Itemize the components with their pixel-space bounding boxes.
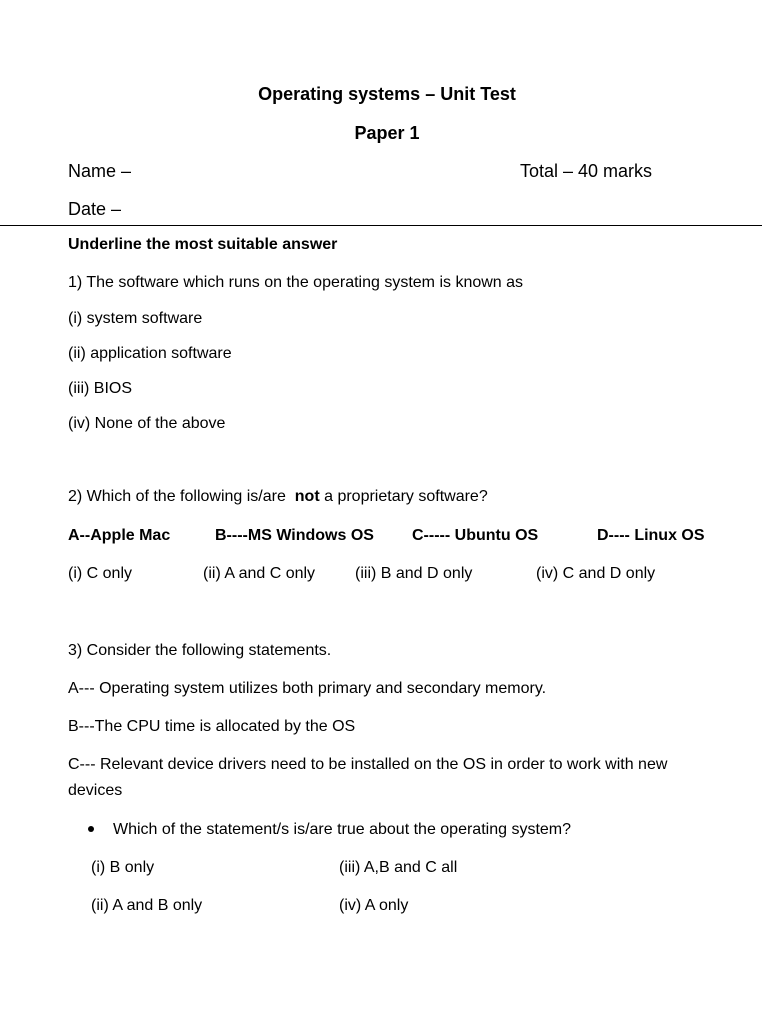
q2-item-a: A--Apple Mac	[68, 527, 171, 544]
q3-statement-b: B---The CPU time is allocated by the OS	[68, 718, 356, 735]
q3-sub-question: Which of the statement/s is/are true about the operating system?	[113, 821, 572, 838]
question-3: 3) Consider the following statements.	[68, 642, 332, 659]
date-label: Date –	[68, 199, 122, 219]
test-title: Operating systems – Unit Test	[258, 84, 516, 104]
q2-option-1: (i) C only	[68, 565, 133, 582]
paper-number: Paper 1	[354, 123, 420, 143]
question-2	[68, 488, 488, 506]
q2-option-2: (ii) A and C only	[203, 565, 316, 582]
q2-text-prefix: 2) Which of the following is/are	[68, 488, 286, 505]
q2-option-3: (iii) B and D only	[355, 565, 473, 582]
q3-option-4: (iv) A only	[339, 897, 409, 914]
question-1: 1) The software which runs on the operating system is known as	[68, 274, 524, 291]
q2-text-suffix: a proprietary software?	[324, 488, 488, 505]
q2-text-emphasis: not	[294, 488, 320, 505]
q3-option-1: (i) B only	[91, 859, 155, 876]
q3-option-2: (ii) A and B only	[91, 897, 203, 914]
q1-option-4: (iv) None of the above	[68, 415, 226, 432]
q2-item-c: C----- Ubuntu OS	[412, 527, 539, 544]
total-marks: Total – 40 marks	[520, 161, 653, 181]
q3-statement-c: C--- Relevant device drivers need to be installed on the OS in order to work with new devices	[68, 756, 668, 799]
q1-option-3: (iii) BIOS	[68, 380, 132, 397]
name-label: Name –	[68, 161, 132, 181]
q1-option-2: (ii) application software	[68, 345, 232, 362]
q2-option-4: (iv) C and D only	[536, 565, 656, 582]
q2-item-d: D---- Linux OS	[597, 527, 705, 544]
q3-statement-a: A--- Operating system utilizes both primary and secondary memory.	[68, 680, 547, 697]
q3-option-3: (iii) A,B and C all	[339, 859, 458, 876]
q1-option-1: (i) system software	[68, 310, 203, 327]
instruction: Underline the most suitable answer	[68, 236, 338, 253]
bullet-icon	[88, 826, 94, 832]
header-divider	[0, 225, 762, 226]
q2-item-b: B----MS Windows OS	[215, 527, 374, 544]
